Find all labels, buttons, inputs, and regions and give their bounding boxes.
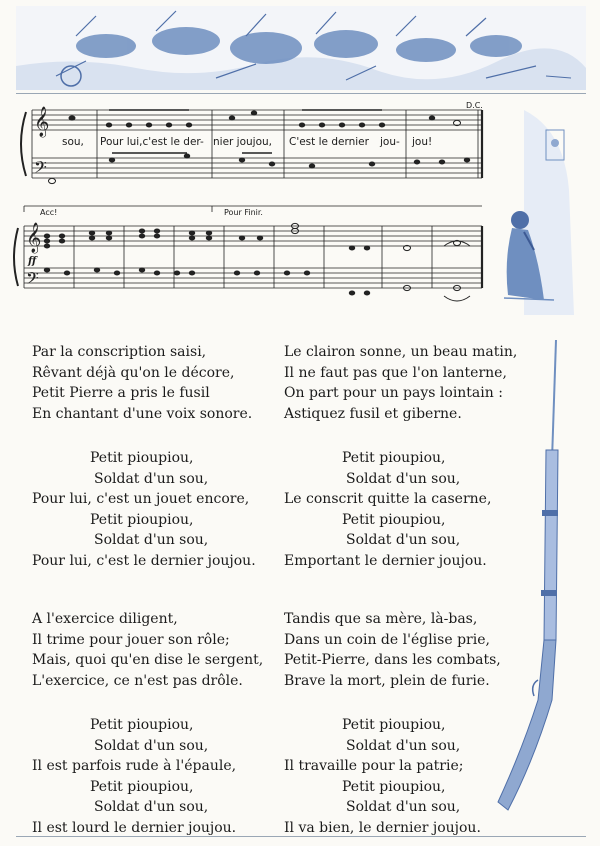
svg-text:𝄢: 𝄢 <box>26 268 39 292</box>
dc-marking: D.C. <box>466 101 483 110</box>
refrain-3 <box>32 715 263 838</box>
refrain-1 <box>32 448 263 571</box>
verse-line: A l'exercice diligent, <box>32 611 178 627</box>
refrain-line: Le conscrit quitte la caserne, <box>284 491 492 507</box>
refrain-line: Soldat d'un sou, <box>94 532 209 548</box>
rifle-illustration <box>494 340 574 820</box>
verse-line: Brave la mort, plein de furie. <box>284 672 490 689</box>
verse-line: Petit Pierre a pris le fusil <box>32 385 210 401</box>
refrain-line: Soldat d'un sou, <box>346 737 461 754</box>
refrain-line: Pour lui, c'est le dernier joujou. <box>32 552 256 569</box>
bottom-rule <box>16 836 586 837</box>
verse-line: Tandis que sa mère, là-bas, <box>284 611 478 627</box>
refrain-line: Petit pioupiou, <box>342 717 446 733</box>
stanza-3 <box>32 609 263 691</box>
refrain-line: Petit pioupiou, <box>342 511 446 528</box>
refrain-line: Emportant le dernier joujou. <box>284 552 487 569</box>
refrain-2 <box>284 448 517 571</box>
verse-line: Il ne faut pas que l'on lanterne, <box>284 364 507 381</box>
refrain-line: Il est parfois rude à l'épaule, <box>32 758 237 774</box>
svg-text:𝄞: 𝄞 <box>34 107 50 137</box>
refrain-line: Soldat d'un sou, <box>94 470 209 487</box>
refrain-line: Soldat d'un sou, <box>94 737 209 754</box>
refrain-line: Petit pioupiou, <box>90 717 194 733</box>
refrain-line: Soldat d'un sou, <box>346 470 461 487</box>
refrain-line: Soldat d'un sou, <box>94 799 209 815</box>
verse-line: Mais, quoi qu'en dise le sergent, <box>32 652 264 668</box>
stanza-4 <box>284 609 517 691</box>
verse-line: Astiquez fusil et giberne. <box>284 405 462 422</box>
lyric-2: Pour lui,c'est le der- <box>100 136 204 148</box>
dynamic-ff: ff <box>28 256 37 267</box>
top-rule <box>16 93 586 94</box>
svg-text:𝄞: 𝄞 <box>26 223 42 253</box>
verse-line: On part pour un pays lointain : <box>284 385 503 401</box>
refrain-4 <box>284 715 517 838</box>
verse-line: Rêvant déjà qu'on le décore, <box>32 364 235 381</box>
refrain-line: Petit pioupiou, <box>342 450 446 466</box>
lyric-3: nier joujou, <box>213 136 273 148</box>
lyric-4: C'est le dernier <box>289 136 369 148</box>
verse-line: L'exercice, ce n'est pas drôle. <box>32 672 243 689</box>
lyric-1: sou, <box>62 136 84 148</box>
verse-line: Le clairon sonne, un beau matin, <box>284 344 518 360</box>
refrain-line: Il va bien, le dernier joujou. <box>284 819 481 836</box>
refrain-line: Soldat d'un sou, <box>346 532 461 548</box>
stanza-2 <box>284 342 517 424</box>
refrain-line: Petit pioupiou, <box>90 511 194 528</box>
pour-finir-marking: Pour Finir. <box>224 208 263 217</box>
refrain-line: Il est lourd le dernier joujou. <box>32 819 237 836</box>
cavalry-charge-illustration <box>16 6 586 90</box>
stanza-1 <box>32 342 263 424</box>
refrain-line: Il travaille pour la patrie; <box>284 758 464 774</box>
svg-text:𝄢: 𝄢 <box>34 157 47 181</box>
praying-mother-illustration <box>494 110 594 315</box>
lyric-5: jou- <box>380 136 400 148</box>
verse-line: Petit-Pierre, dans les combats, <box>284 652 501 668</box>
acc-marking: Acc! <box>40 208 58 217</box>
refrain-line: Petit pioupiou, <box>342 778 446 795</box>
lyric-6: jou! <box>412 136 433 148</box>
refrain-line: Petit pioupiou, <box>90 450 194 466</box>
verse-line: Par la conscription saisi, <box>32 344 207 360</box>
verse-line: Il trime pour jouer son rôle; <box>32 631 230 648</box>
verse-line: En chantant d'une voix sonore. <box>32 405 253 422</box>
verses-right <box>284 342 517 838</box>
verses-left <box>32 342 263 838</box>
refrain-line: Petit pioupiou, <box>90 778 194 795</box>
refrain-line: Soldat d'un sou, <box>346 799 461 815</box>
verse-line: Dans un coin de l'église prie, <box>284 631 490 648</box>
refrain-line: Pour lui, c'est un jouet encore, <box>32 491 250 507</box>
